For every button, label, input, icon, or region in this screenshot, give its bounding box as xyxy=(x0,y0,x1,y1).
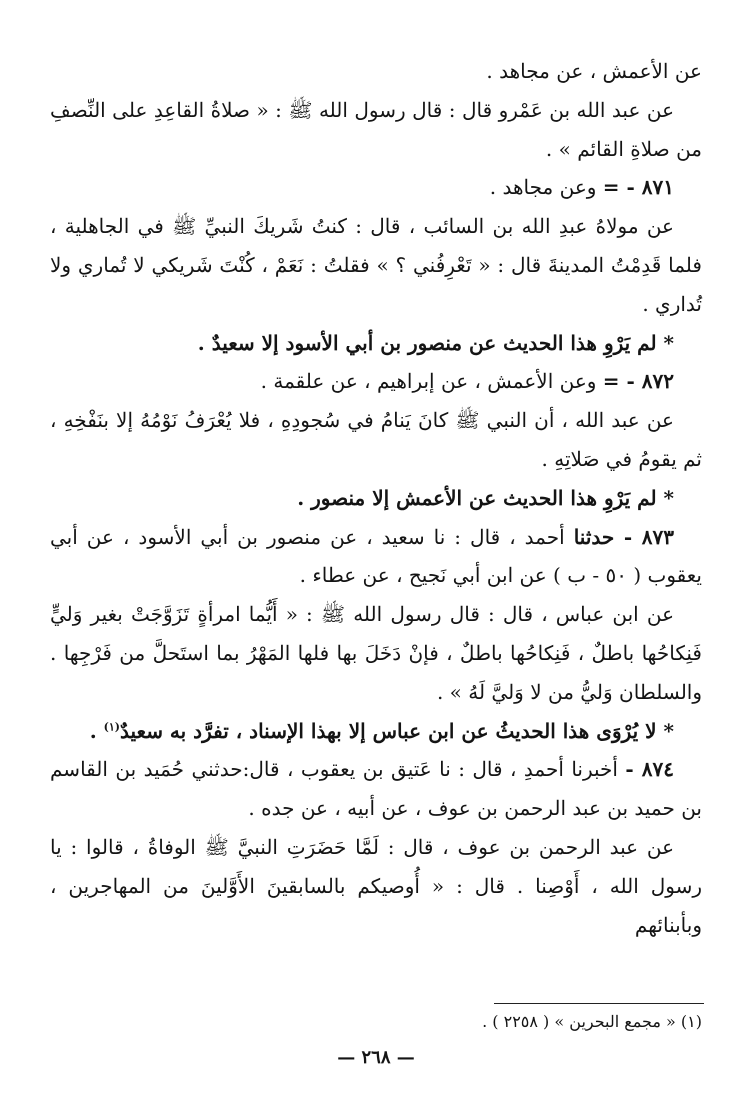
hadith-text-870: عن عبد الله بن عَمْرو قال : قال رسول الله ﷺ : « صلاةُ القاعِدِ على النِّصفِ من صلاةِ القائم » . xyxy=(50,97,702,161)
commentary-note-3 xyxy=(50,712,702,751)
hadith-number-871: ٨٧١ - = xyxy=(602,175,674,200)
hadith-874-isnad: أخبرنا أحمدِ ، قال : نا عَتيق بن يعقوب ، قال:حدثني حُمَيد بن القاسم بن حميد بن عبد الرحمن بن عوف ، عن أبيه ، عن جده . xyxy=(50,757,702,821)
page-number: — ٢٦٨ — xyxy=(337,1047,415,1068)
isnad-line: عن الأعمش ، عن مجاهد . xyxy=(486,59,702,83)
hadith-873-isnad: أحمد ، قال : نا سعيد ، عن منصور بن أبي الأسود ، عن أبي يعقوب ( ٥٠ - ب ) عن ابن أبي نَجيح ، عن عطاء . xyxy=(50,524,702,588)
hadith-872-isnad: وعن الأعمش ، عن إبراهيم ، عن علقمة . xyxy=(260,369,597,394)
hadith-874-header xyxy=(50,750,702,828)
commentary-note-2: * لم يَرْوِ هذا الحديث عن الأعمش إلا منصور . xyxy=(297,485,674,510)
hadith-number-873: ٨٧٣ - حدثنا xyxy=(573,524,674,549)
hadith-text-873: عن ابن عباس ، قال : قال رسول الله ﷺ : « أَيُّما امرأةٍ تَزَوَّجَتْ بغير وَليٍّ فَنِكاحُها باطلٌ ، فَنِكاحُها باطلٌ ، فإنْ دَخَلَ بها فلها المَهْرُ بما استَحلَّ من فَرْجِها . والسلطان وَليُّ من لا وَليَّ لَهُ » . xyxy=(50,602,702,704)
footnote-divider xyxy=(494,1003,704,1004)
commentary-note-1: * لم يَرْوِ هذا الحديث عن منصور بن أبي الأسود إلا سعيدٌ . xyxy=(197,330,674,355)
hadith-text-872: عن عبد الله ، أن النبي ﷺ كانَ يَنامُ في سُجودِهِ ، فلا يُعْرَفُ نَوْمُهُ إلا بنَفْخِهِ ، ثم يقومُ في صَلاتِهِ . xyxy=(50,408,702,471)
hadith-871-isnad: وعن مجاهد . xyxy=(489,175,597,200)
commentary-note-3-text: * لا يُرْوَى هذا الحديثُ عن ابن عباس إلا بهذا الإسناد ، تفرَّد به سعيدٌ xyxy=(120,718,674,743)
hadith-number-874: ٨٧٤ - xyxy=(625,757,674,782)
hadith-872-header xyxy=(50,362,702,401)
footnote: (١) « مجمع البحرين » ( ٢٢٥٨ ) . xyxy=(482,1012,702,1031)
commentary-note-3-end: . xyxy=(89,718,104,743)
main-text xyxy=(50,52,702,944)
hadith-871-header xyxy=(50,168,702,207)
hadith-873-header xyxy=(50,518,702,596)
hadith-number-872: ٨٧٢ - = xyxy=(602,369,674,394)
hadith-text-871: عن مولاهُ عبدِ الله بن السائب ، قال : كنتُ شَريكَ النبيِّ ﷺ في الجاهلية ، فلما قَدِمْتُ المدينةَ قال : « تَعْرِفُني ؟ » فقلتُ : نَعَمْ ، كُنْتَ شَريكي لا تُماري ولا تُداري . xyxy=(50,214,702,316)
footnote-reference: (١) xyxy=(103,719,121,733)
hadith-text-874: عن عبد الرحمن بن عوف ، قال : لَمَّا حَضَرَتِ النبيَّ ﷺ الوفاةُ ، قالوا : يا رسول الله ، أَوْصِنا . قال : « أُوصيكم بالسابقينَ الأَوَّلينَ من المهاجرين ، وبأبنائهم xyxy=(50,834,702,937)
